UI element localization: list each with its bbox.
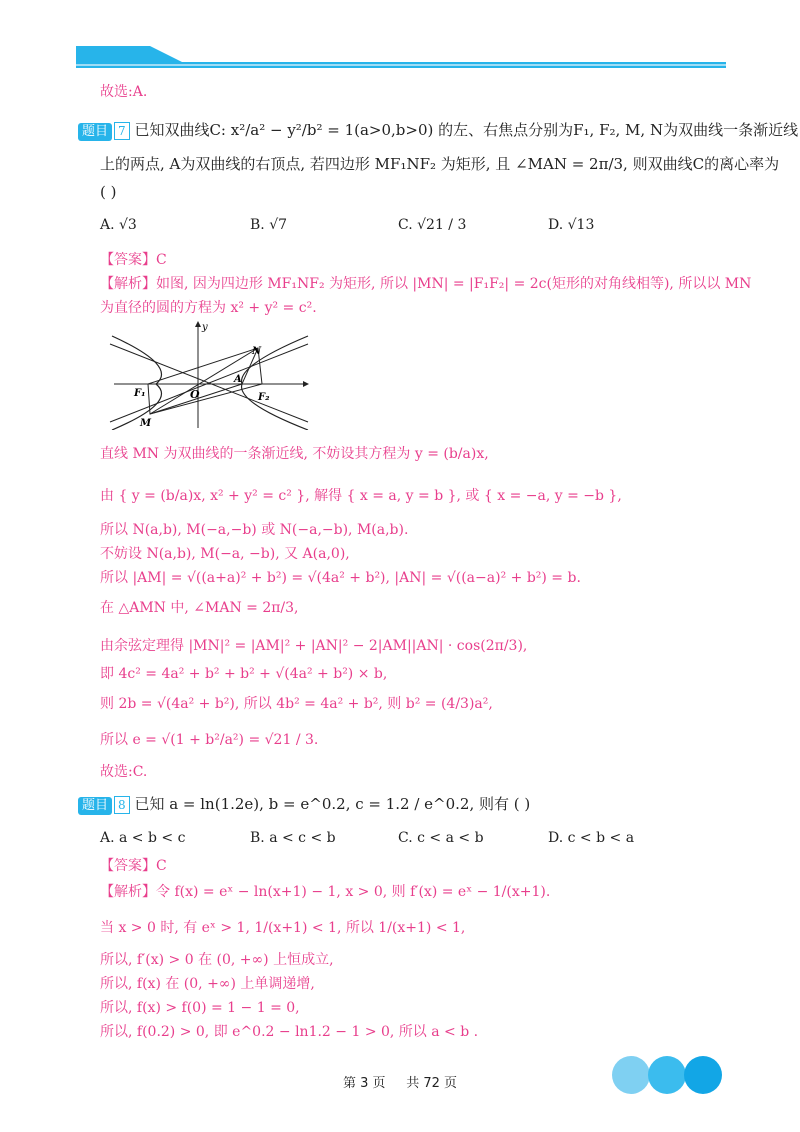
analysis-7-line-4: 由 { y = (b/a)x, x² + y² = c² }, 解得 { x = a, y = b }, 或 { x = −a, y = −b }, <box>100 488 622 504</box>
page-number: 第 3 页 <box>342 1076 386 1091</box>
point-f1-label: F₁ <box>134 388 146 399</box>
analysis-label: 【解析】 <box>100 276 156 292</box>
analysis-label: 【解析】 <box>100 884 156 900</box>
option-d: D. c < b < a <box>548 830 635 846</box>
answer-8 <box>100 856 167 876</box>
option-b: B. √7 <box>250 217 288 233</box>
analysis-7-line-8: 在 △AMN 中, ∠MAN = 2π/3, <box>100 600 299 616</box>
question-7-stem-2: 上的两点, A为双曲线的右顶点, 若四边形 MF₁NF₂ 为矩形, 且 ∠MAN = 2π/3, 则双曲线C的离心率为 <box>100 155 780 173</box>
question-8-line-1 <box>78 794 530 815</box>
question-number: 7 <box>114 122 130 140</box>
analysis-7-line-3: 直线 MN 为双曲线的一条渐近线, 不妨设其方程为 y = (b/a)x, <box>100 446 489 462</box>
analysis-7-line-11: 则 2b = √(4a² + b²), 所以 4b² = 4a² + b², 则 b² = (4/3)a², <box>100 696 493 712</box>
analysis-7-line-5: 所以 N(a,b), M(−a,−b) 或 N(−a,−b), M(a,b). <box>100 522 409 538</box>
analysis-7-line-10: 即 4c² = 4a² + b² + b² + √(4a² + b²) × b, <box>100 666 388 682</box>
footer-dot-2 <box>648 1056 686 1094</box>
analysis-8-line-6: 所以, f(0.2) > 0, 即 e^0.2 − ln1.2 − 1 > 0, 所以 a < b . <box>100 1024 479 1040</box>
question-7-line-1 <box>78 120 798 141</box>
footer-dot-1 <box>612 1056 650 1094</box>
answer-value: C <box>156 252 167 268</box>
question-tag: 题目 <box>78 123 112 141</box>
analysis-7-line-2: 为直径的圆的方程为 x² + y² = c². <box>100 300 317 316</box>
question-7-stem-1: 已知双曲线C: x²/a² − y²/b² = 1(a>0,b>0) 的左、右焦点分别为F₁, F₂, M, N为双曲线一条渐近线 <box>134 121 799 139</box>
question-number: 8 <box>114 796 130 814</box>
analysis-7-line-13: 故选:C. <box>100 764 148 780</box>
question-8-stem: 已知 a = ln(1.2e), b = e^0.2, c = 1.2 / e^0.2, 则有 ( ) <box>134 795 531 813</box>
option-a: A. √3 <box>100 217 137 233</box>
option-c: C. √21 / 3 <box>398 217 467 233</box>
answer-label: 【答案】 <box>100 858 156 874</box>
analysis-7-line-1: 【解析】如图, 因为四边形 MF₁NF₂ 为矩形, 所以 |MN| = |F₁F₂| = 2c(矩形的对角线相等), 所以以 MN <box>100 276 752 292</box>
point-n-label: N <box>252 346 262 357</box>
header-band <box>0 0 800 80</box>
option-d: D. √13 <box>548 217 595 233</box>
origin-label: O <box>190 388 200 401</box>
point-m-label: M <box>140 418 152 429</box>
analysis-8-line-3: 所以, f′(x) > 0 在 (0, +∞) 上恒成立, <box>100 952 334 968</box>
analysis-8-line-4: 所以, f(x) 在 (0, +∞) 上单调递增, <box>100 976 315 992</box>
option-a: A. a < b < c <box>100 830 186 846</box>
answer-value: C <box>156 858 167 874</box>
analysis-7-line-12: 所以 e = √(1 + b²/a²) = √21 / 3. <box>100 732 319 748</box>
analysis-7-line-7: 所以 |AM| = √((a+a)² + b²) = √(4a² + b²), |AN| = √((a−a)² + b²) = b. <box>100 570 581 586</box>
analysis-7-line-6: 不妨设 N(a,b), M(−a, −b), 又 A(a,0), <box>100 546 350 562</box>
axis-y-label: y <box>202 322 208 333</box>
analysis-7-line-9: 由余弦定理得 |MN|² = |AM|² + |AN|² − 2|AM||AN| · cos(2π/3), <box>100 638 528 654</box>
question-tag: 题目 <box>78 797 112 815</box>
hyperbola-figure <box>108 318 314 430</box>
answer-7 <box>100 250 167 270</box>
prev-conclusion: 故选:A. <box>100 84 148 100</box>
footer-dot-3 <box>684 1056 722 1094</box>
point-a-label: A <box>234 374 242 385</box>
option-c: C. c < a < b <box>398 830 484 846</box>
analysis-8-line-5: 所以, f(x) > f(0) = 1 − 1 = 0, <box>100 1000 300 1016</box>
option-b: B. a < c < b <box>250 830 336 846</box>
point-f2-label: F₂ <box>258 392 270 403</box>
page-total: 共 72 页 <box>406 1076 458 1091</box>
answer-label: 【答案】 <box>100 252 156 268</box>
question-7-stem-3: ( ) <box>100 183 117 201</box>
analysis-8-line-2: 当 x > 0 时, 有 eˣ > 1, 1/(x+1) < 1, 所以 1/(x+1) < 1, <box>100 920 466 936</box>
analysis-8-line-1: 【解析】令 f(x) = eˣ − ln(x+1) − 1, x > 0, 则 f′(x) = eˣ − 1/(x+1). <box>100 884 551 900</box>
